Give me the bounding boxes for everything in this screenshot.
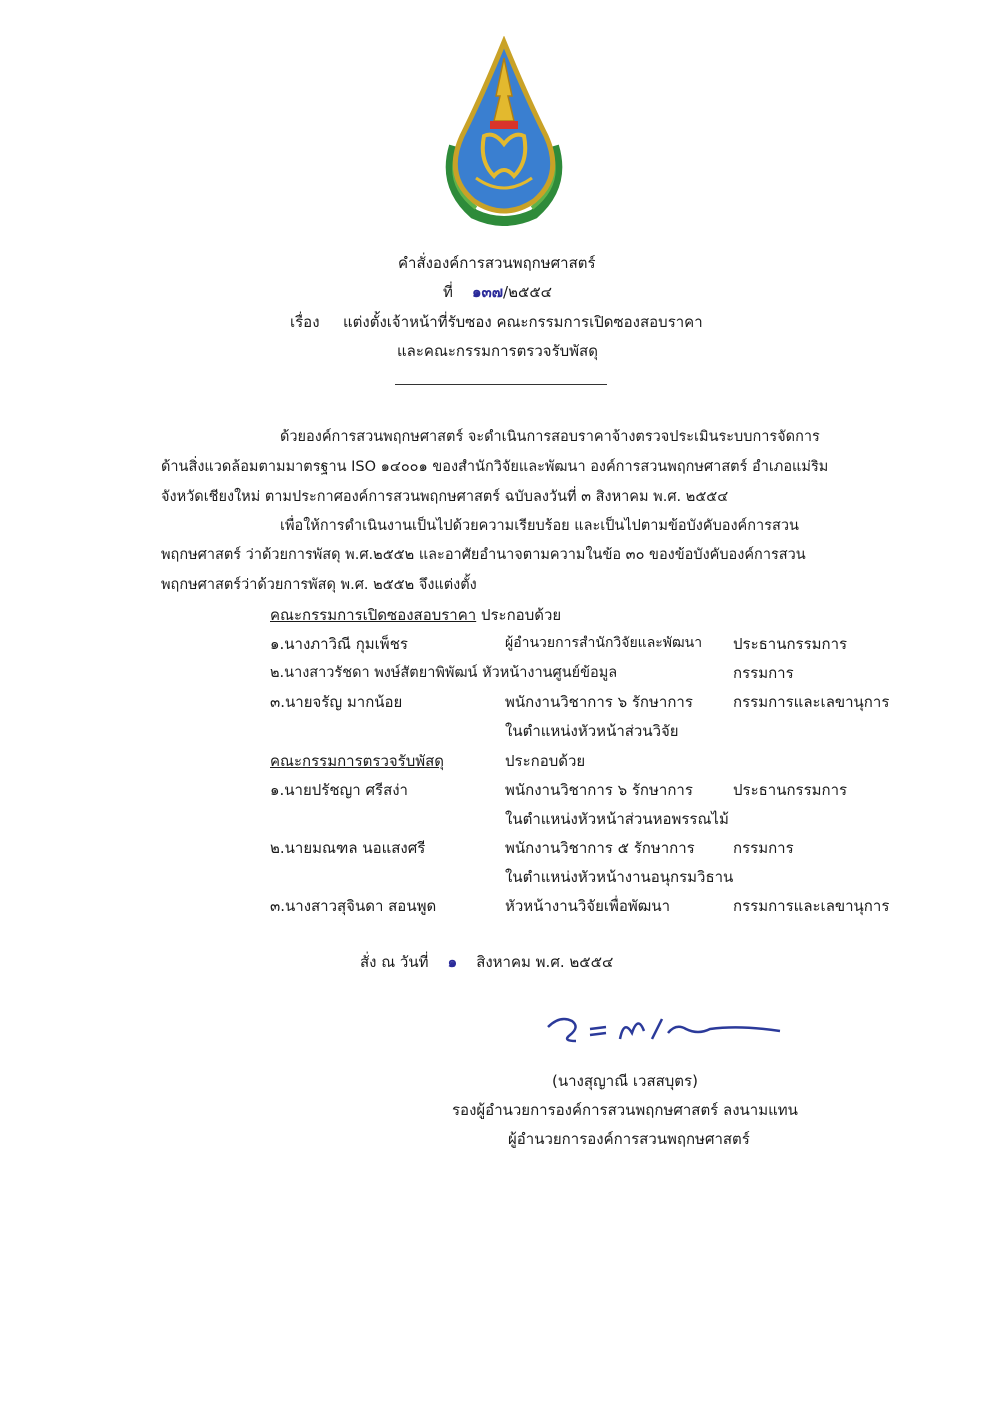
date-prefix: สั่ง ณ วันที่ xyxy=(360,953,429,971)
c2-member-3-name: ๓.นางสาวสุจินดา สอนพูด xyxy=(270,897,437,915)
order-date xyxy=(360,950,613,974)
subject-line-1: แต่งตั้งเจ้าหน้าที่รับซอง คณะกรรมการเปิดซองสอบราคา xyxy=(343,313,703,331)
order-number-value: ๑๓๗ xyxy=(471,283,504,301)
committee-1-title: คณะกรรมการเปิดซองสอบราคา xyxy=(270,606,477,624)
c1-member-2-role: กรรมการ xyxy=(733,664,794,682)
c2-member-2-position-2: ในตำแหน่งหัวหน้างานอนุกรมวิธาน xyxy=(505,868,734,886)
c1-member-1-role: ประธานกรรมการ xyxy=(733,635,848,653)
paragraph-1-line-2: ด้านสิ่งแวดล้อมตามมาตรฐาน ISO ๑๔๐๐๑ ของสำนักวิจัยและพัฒนา องค์การสวนพฤกษศาสตร์ อำเภอแม่ริม xyxy=(161,459,829,475)
number-suffix: /๒๕๕๔ xyxy=(503,283,553,301)
paragraph-1-line-3: จังหวัดเชียงใหม่ ตามประกาศองค์การสวนพฤกษศาสตร์ ฉบับลงวันที่ ๓ สิงหาคม พ.ศ. ๒๕๕๔ xyxy=(161,489,729,505)
c2-member-2-position: พนักงานวิชาการ ๕ รักษาการ xyxy=(505,839,695,857)
c1-member-1-name: ๑.นางภาวิณี กุมเพ็ชร xyxy=(270,635,408,653)
c1-member-2-name: ๒.นางสาวรัชดา พงษ์สัตยาพิพัฒน์ หัวหน้างานศูนย์ข้อมูล xyxy=(270,665,618,681)
date-day: ๑ xyxy=(447,953,458,971)
c2-member-1-position: พนักงานวิชาการ ๖ รักษาการ xyxy=(505,781,693,799)
subject-label: เรื่อง xyxy=(290,313,320,331)
c2-member-1-position-2: ในตำแหน่งหัวหน้าส่วนหอพรรณไม้ xyxy=(505,810,729,828)
paragraph-2-line-1: เพื่อให้การดำเนินงานเป็นไปด้วยความเรียบร้อย และเป็นไปตามข้อบังคับองค์การสวน xyxy=(280,518,799,534)
c1-member-3-position-2: ในตำแหน่งหัวหน้าส่วนวิจัย xyxy=(505,722,679,740)
committee-2-suffix: ประกอบด้วย xyxy=(505,752,586,770)
c1-member-3-position: พนักงานวิชาการ ๖ รักษาการ xyxy=(505,693,693,711)
order-number xyxy=(443,280,552,304)
order-title: คำสั่งองค์การสวนพฤกษศาสตร์ xyxy=(398,254,596,272)
c2-member-3-position: หัวหน้างานวิจัยเพื่อพัฒนา xyxy=(505,897,671,915)
header-divider xyxy=(395,384,607,385)
botanical-garden-emblem xyxy=(434,36,574,226)
c2-member-2-name: ๒.นายมณฑล นอแสงศรี xyxy=(270,839,426,857)
c1-member-3-name: ๓.นายจรัญ มากน้อย xyxy=(270,693,403,711)
committee-1-heading xyxy=(270,603,561,627)
number-prefix: ที่ xyxy=(443,283,453,301)
signer-title-1: รองผู้อำนวยการองค์การสวนพฤกษศาสตร์ ลงนามแทน xyxy=(452,1101,798,1119)
c2-member-3-role: กรรมการและเลขานุการ xyxy=(733,897,890,915)
signer-title-2: ผู้อำนวยการองค์การสวนพฤกษศาสตร์ xyxy=(508,1130,750,1148)
paragraph-2-line-2: พฤกษศาสตร์ ว่าด้วยการพัสดุ พ.ศ.๒๕๕๒ และอาศัยอำนาจตามความในข้อ ๓๐ ของข้อบังคับองค์การสวน xyxy=(161,547,806,563)
paragraph-2-line-3: พฤกษศาสตร์ว่าด้วยการพัสดุ พ.ศ. ๒๕๕๒ จึงแต่งตั้ง xyxy=(161,577,477,593)
date-rest: สิงหาคม พ.ศ. ๒๕๕๔ xyxy=(476,953,614,971)
c1-member-3-role: กรรมการและเลขานุการ xyxy=(733,693,890,711)
signer-name: (นางสุญาณี เวสสบุตร) xyxy=(552,1072,698,1090)
committee-2-title: คณะกรรมการตรวจรับพัสดุ xyxy=(270,752,445,770)
subject-line-2: และคณะกรรมการตรวจรับพัสดุ xyxy=(397,342,598,360)
paragraph-1-line-1: ด้วยองค์การสวนพฤกษศาสตร์ จะดำเนินการสอบราคาจ้างตรวจประเมินระบบการจัดการ xyxy=(280,429,820,445)
handwritten-signature xyxy=(540,1005,790,1055)
c2-member-1-role: ประธานกรรมการ xyxy=(733,781,848,799)
c1-member-1-position: ผู้อำนวยการสำนักวิจัยและพัฒนา xyxy=(505,635,703,651)
c2-member-1-name: ๑.นายปรัชญา ศรีสง่า xyxy=(270,781,408,799)
committee-1-suffix: ประกอบด้วย xyxy=(480,606,562,624)
c2-member-2-role: กรรมการ xyxy=(733,839,794,857)
